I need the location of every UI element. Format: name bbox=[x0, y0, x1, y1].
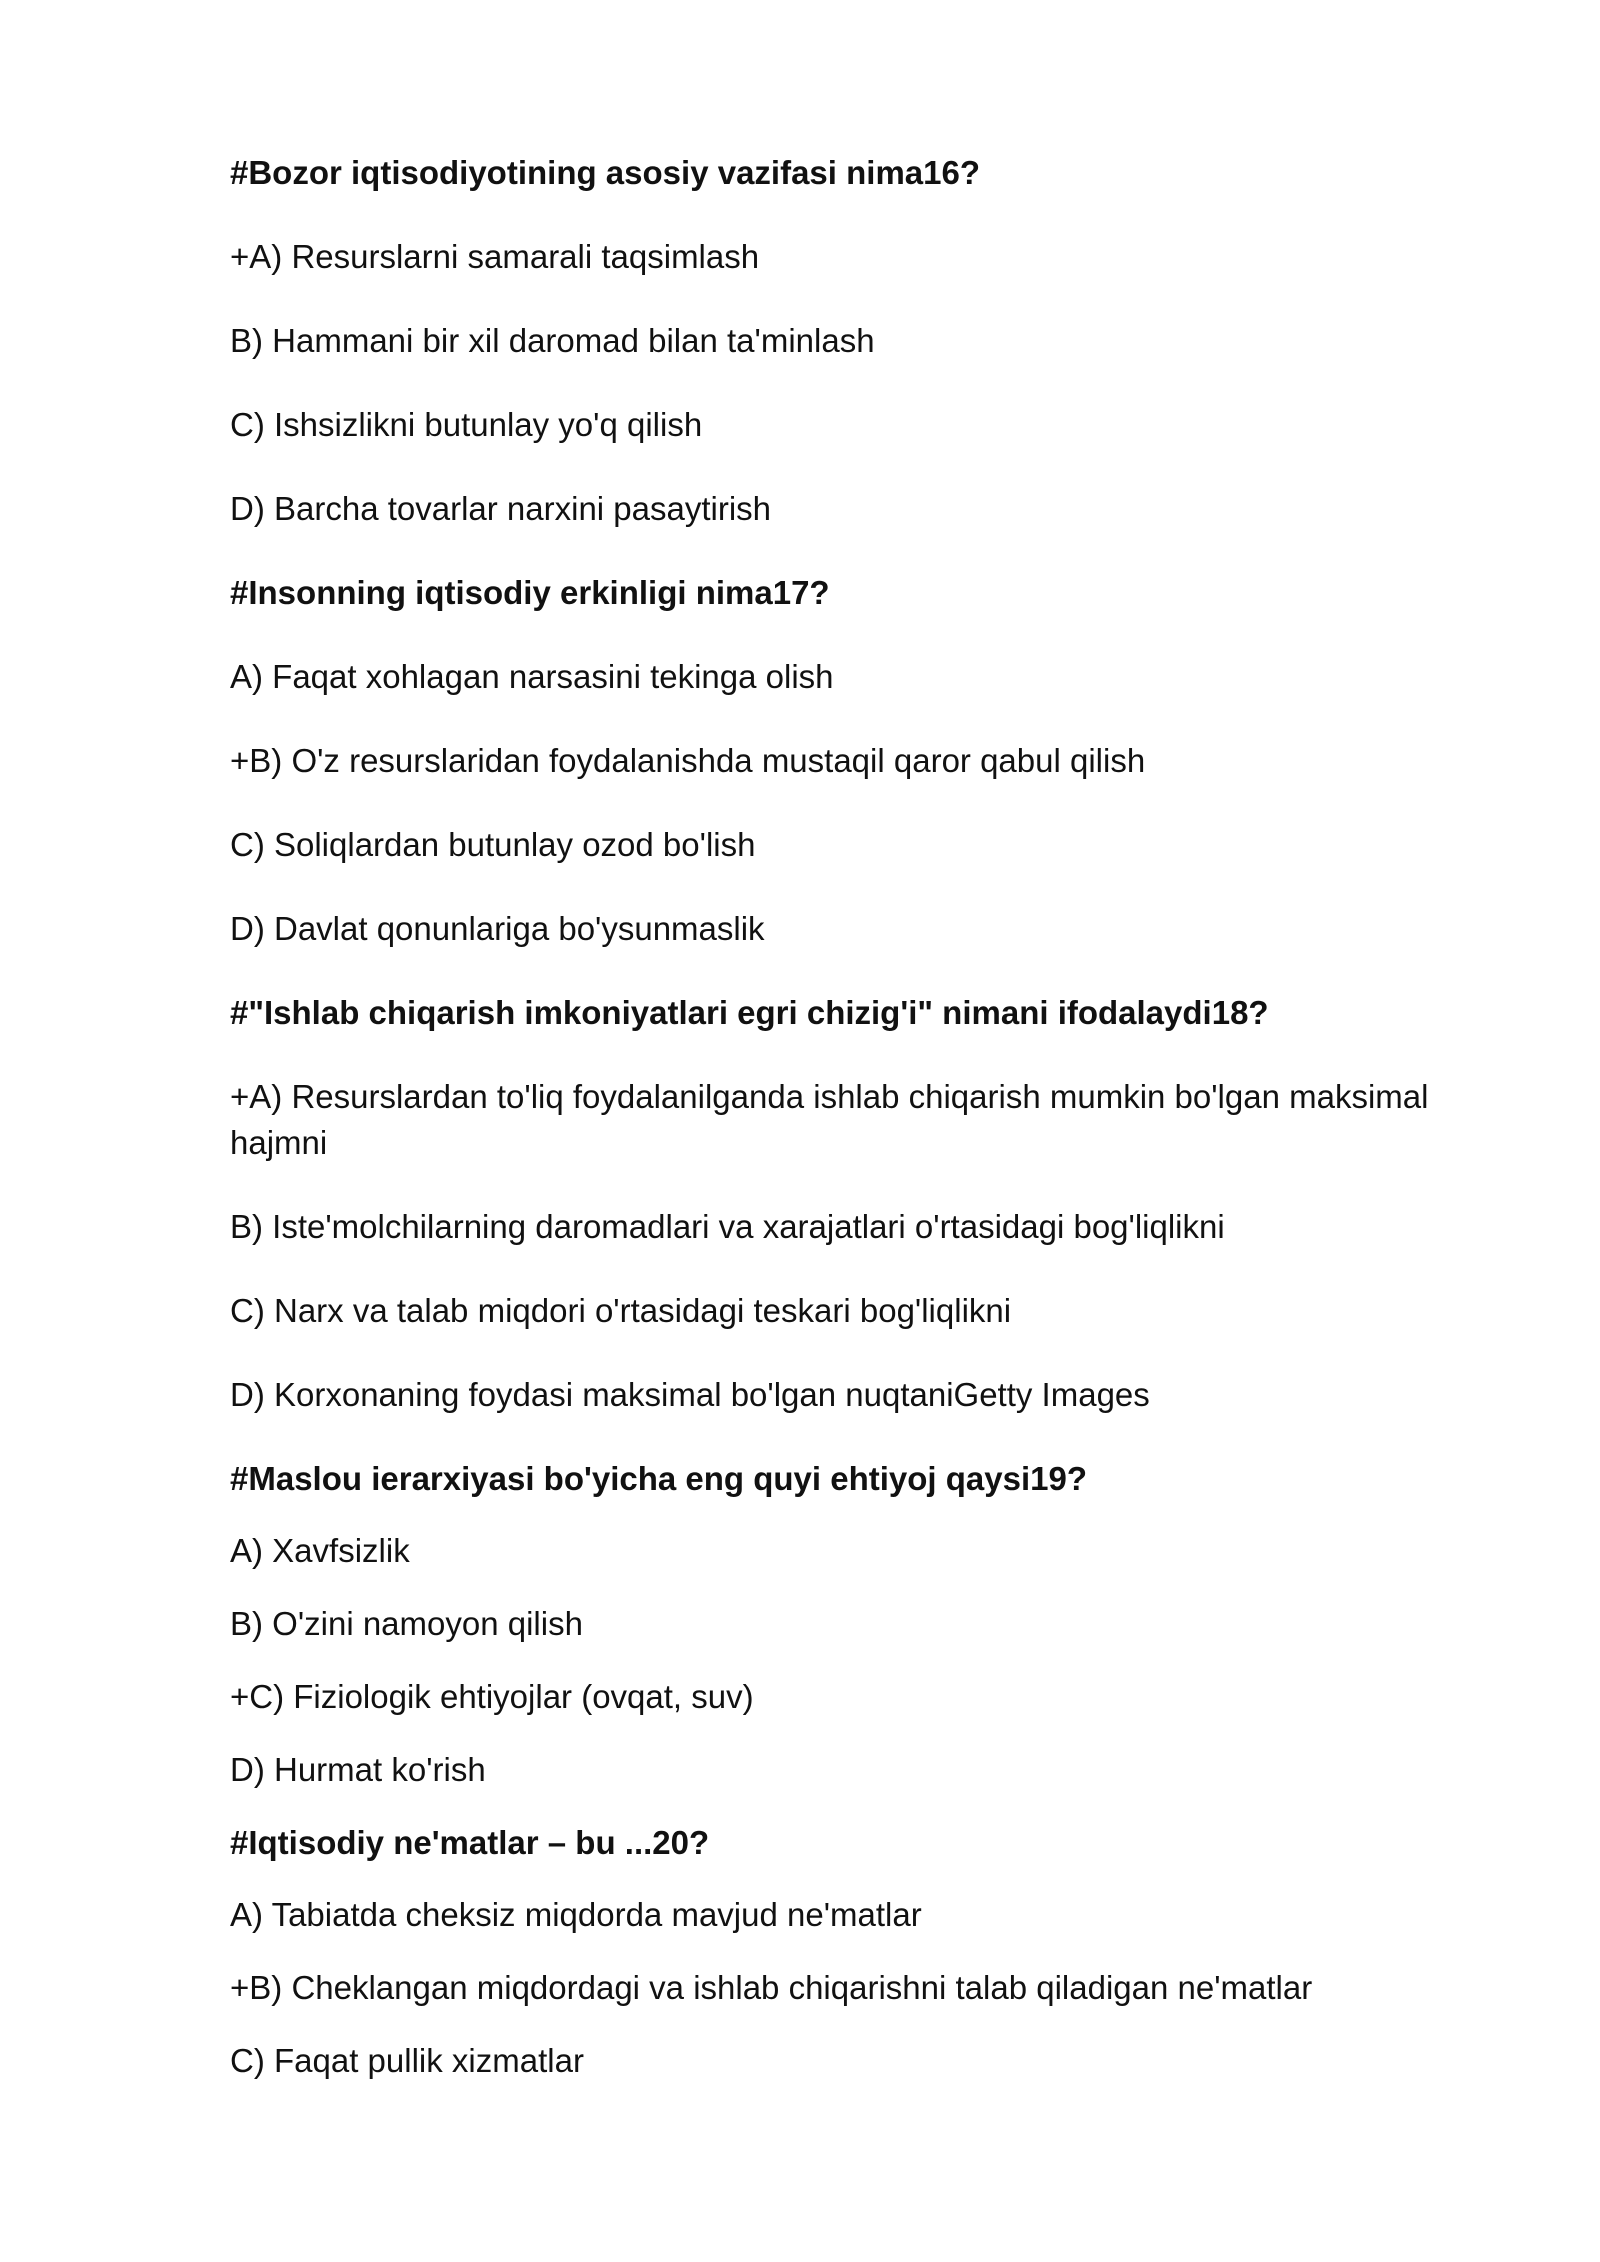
answer-option: A) Faqat xohlagan narsasini tekinga olish bbox=[230, 658, 834, 695]
answer-option: C) Narx va talab miqdori o'rtasidagi teskari bog'liqlikni bbox=[230, 1292, 1012, 1329]
test-questions bbox=[230, 150, 1500, 2111]
answer-option: +B) Cheklangan miqdordagi va ishlab chiqarishni talab qiladigan ne'matlar bbox=[230, 1969, 1313, 2006]
answer-option: D) Davlat qonunlariga bo'ysunmaslik bbox=[230, 910, 765, 947]
answer-option: D) Barcha tovarlar narxini pasaytirish bbox=[230, 490, 772, 527]
question-block-19 bbox=[230, 1456, 1500, 1793]
question-block-18 bbox=[230, 990, 1500, 1418]
answer-option: +A) Resurslarni samarali taqsimlash bbox=[230, 238, 760, 275]
question-title: #"Ishlab chiqarish imkoniyatlari egri chizig'i" nimani ifodalaydi18? bbox=[230, 994, 1269, 1031]
answer-option: C) Soliqlardan butunlay ozod bo'lish bbox=[230, 826, 756, 863]
question-title: #Maslou ierarxiyasi bo'yicha eng quyi ehtiyoj qaysi19? bbox=[230, 1460, 1088, 1497]
question-block-17 bbox=[230, 570, 1500, 952]
answer-option: D) Korxonaning foydasi maksimal bo'lgan nuqtaniGetty Images bbox=[230, 1376, 1150, 1413]
answer-option: C) Ishsizlikni butunlay yo'q qilish bbox=[230, 406, 703, 443]
answer-option: D) Hurmat ko'rish bbox=[230, 1751, 486, 1788]
question-title: #Insonning iqtisodiy erkinligi nima17? bbox=[230, 574, 830, 611]
answer-option: +C) Fiziologik ehtiyojlar (ovqat, suv) bbox=[230, 1678, 754, 1715]
answer-option: +A) Resurslardan to'liq foydalanilganda ishlab chiqarish mumkin bo'lgan maksimal hajmni bbox=[230, 1078, 1429, 1161]
answer-option: B) Iste'molchilarning daromadlari va xarajatlari o'rtasidagi bog'liqlikni bbox=[230, 1208, 1225, 1245]
question-block-16 bbox=[230, 150, 1500, 532]
question-block-20 bbox=[230, 1820, 1500, 2084]
question-title: #Iqtisodiy ne'matlar – bu ...20? bbox=[230, 1824, 710, 1861]
answer-option: B) Hammani bir xil daromad bilan ta'minlash bbox=[230, 322, 875, 359]
answer-option: A) Tabiatda cheksiz miqdorda mavjud ne'matlar bbox=[230, 1896, 922, 1933]
answer-option: +B) O'z resurslaridan foydalanishda mustaqil qaror qabul qilish bbox=[230, 742, 1146, 779]
answer-option: C) Faqat pullik xizmatlar bbox=[230, 2042, 584, 2079]
answer-option: B) O'zini namoyon qilish bbox=[230, 1605, 583, 1642]
answer-option: A) Xavfsizlik bbox=[230, 1532, 410, 1569]
question-title: #Bozor iqtisodiyotining asosiy vazifasi nima16? bbox=[230, 154, 981, 191]
